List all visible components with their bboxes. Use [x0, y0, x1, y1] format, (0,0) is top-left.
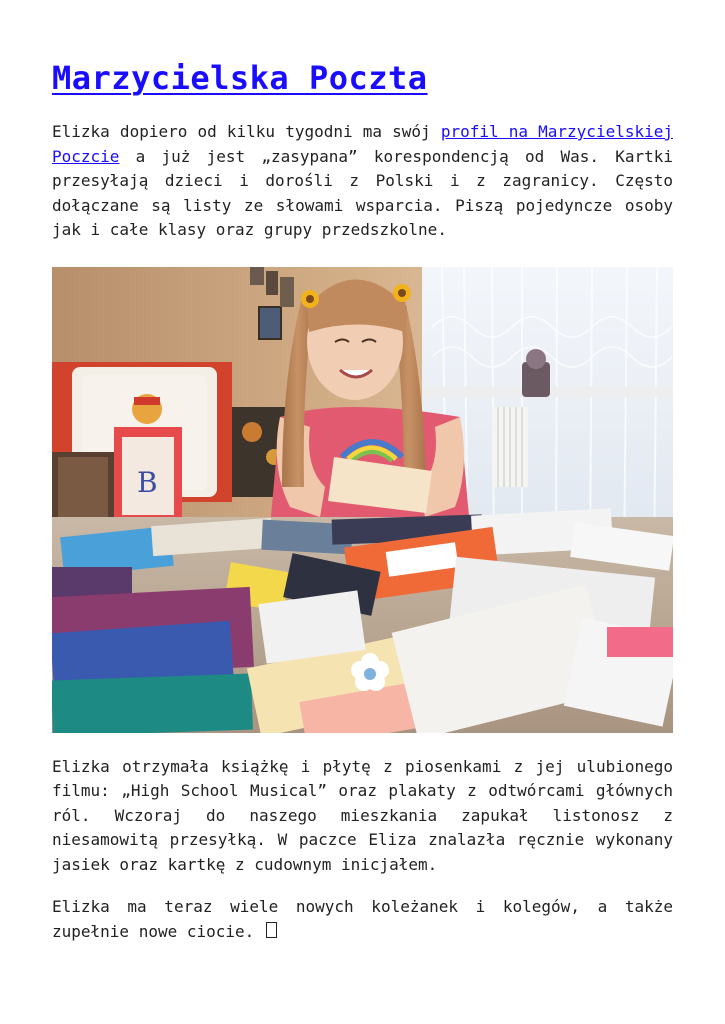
second-paragraph: Elizka otrzymała książkę i płytę z piosenkami z jej ulubionego filmu: „High School Musical” oraz plakaty z odtwórcami głównych ról. Wczoraj do naszego mieszkania zapukał listonosz z niesamowitą przesyłką. W paczce Eliza znalazła ręcznie wykonany jasiek oraz kartkę z cudownym inicjałem. [52, 756, 673, 874]
article-title [52, 54, 673, 102]
missing-glyph-icon [266, 922, 277, 938]
photo-illustration [52, 267, 673, 733]
article-title-link[interactable]: Marzycielska Poczta [52, 59, 428, 97]
third-paragraph-text: Elizka ma teraz wiele nowych koleżanek i kolegów, a także zupełnie nowe ciocie. [52, 897, 673, 941]
intro-text-after-link: a już jest „zasypana” korespondencją od Was. Kartki przesyłają dzieci i dorośli z Polski i z zagranicy. Często dołączane są listy ze słowami wsparcia. Piszą pojedyncze osoby jak i całe klasy oraz grupy przedszkolne. [52, 146, 673, 239]
intro-text-before-link: Elizka dopiero od kilku tygodni ma swój [52, 122, 441, 141]
third-paragraph [52, 895, 673, 944]
profile-link[interactable]: profil na Marzycielskiej Poczcie [52, 122, 673, 166]
article [52, 54, 673, 944]
intro-paragraph [52, 120, 673, 243]
photo-girl-with-cards [52, 267, 673, 733]
svg-text:B: B [137, 465, 158, 499]
